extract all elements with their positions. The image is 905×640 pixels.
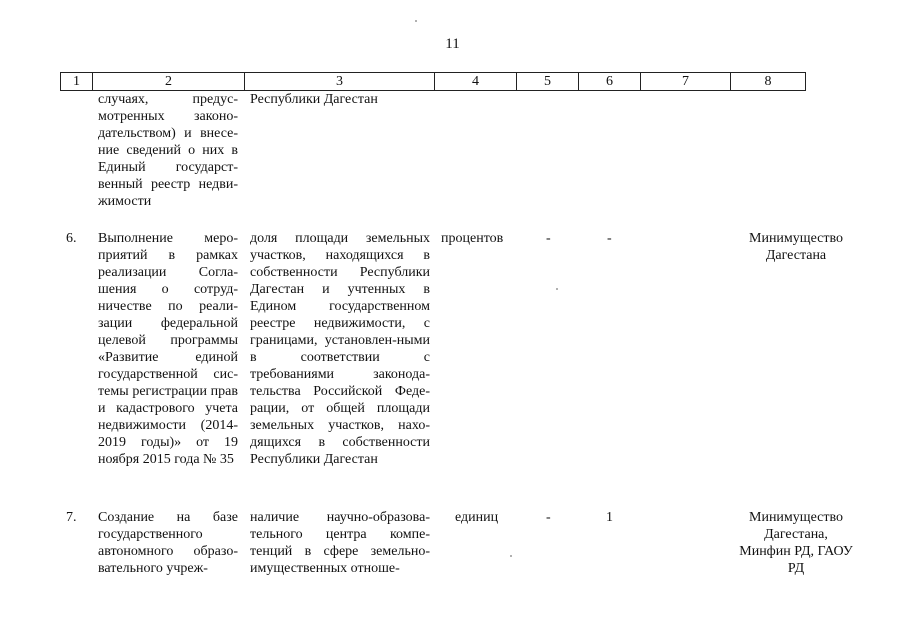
unit-text: процентов [441,231,504,246]
scan-speck [510,555,512,557]
header-col-6: 6 [578,73,640,90]
header-col-2: 2 [92,73,244,90]
measure-text: случаях, предус-мотренных законо-дательством) и внесе-ние сведений о них в Единый государст-венный реестр недви-жимости [98,92,238,209]
row-number: 6. [66,231,77,246]
executor-text: Минимущество Дагестана [749,231,843,263]
unit-text: единиц [455,510,499,525]
header-col-7: 7 [640,73,730,90]
scan-speck [415,20,417,22]
header-col-1: 1 [60,73,92,90]
indicator-text: доля площади земельных участков, находящихся в собственности Республики Дагестан и учтенных в Едином государственном реестре недвижимости, с границами, установлен-ными в соответствии с требованиями законода-тельства Российской Феде-рации, от общей площади земельных участков, нахо-дящихся в собственности Республики Дагестан [250,231,430,467]
header-col-8: 8 [730,73,806,90]
page-number: 11 [445,36,460,52]
header-col-4: 4 [434,73,516,90]
measure-text: Создание на базе государственного автономного образо-вательного учреж- [98,510,238,576]
scan-speck [556,288,558,290]
row-number: 7. [66,510,77,525]
col6-value: 1 [606,510,613,525]
col6-value: - [607,231,612,246]
table-header [60,72,806,91]
col5-value: - [546,510,551,525]
executor-text: Минимущество Дагестана, Минфин РД, ГАОУ РД [739,510,853,576]
measure-text: Выполнение меро-приятий в рамках реализации Согла-шения о сотруд-ничестве по реали-зации федеральной целевой программы «Развитие единой государственной сис-темы регистрации прав и кадастрового учета недвижимости (2014-2019 годы)» от 19 ноября 2015 года № 35 [98,231,238,467]
col5-value: - [546,231,551,246]
header-col-5: 5 [516,73,578,90]
indicator-text: Республики Дагестан [250,92,378,107]
header-col-3: 3 [244,73,434,90]
indicator-text: наличие научно-образова-тельного центра компе-тенций в сфере земельно-имущественных отноше- [250,510,430,576]
